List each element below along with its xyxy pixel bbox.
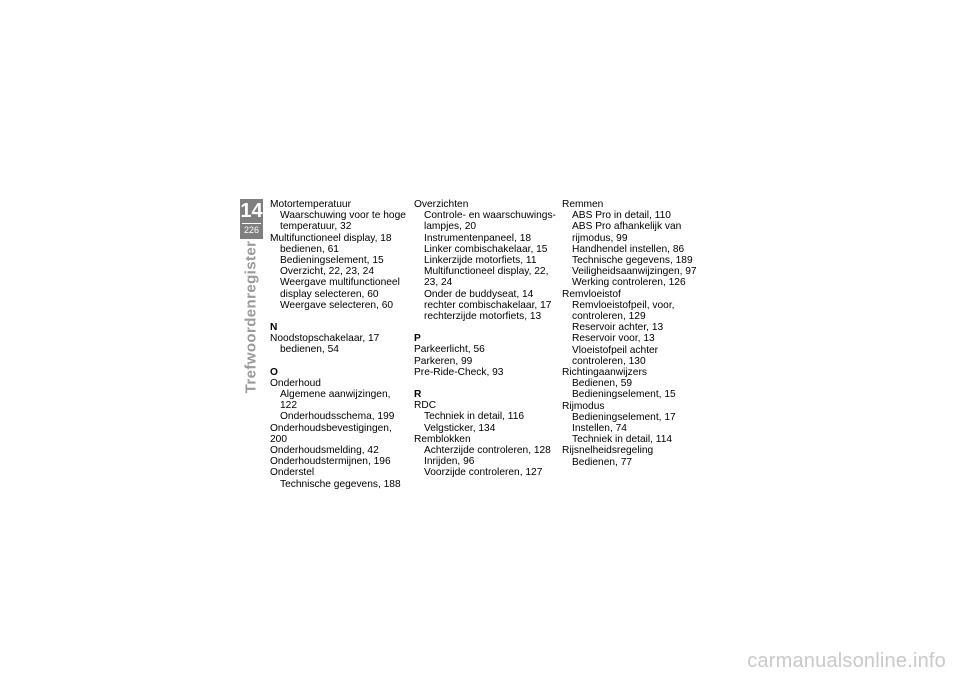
index-column-3 [562, 199, 702, 468]
index-subentry: Inrijden, 96 [424, 456, 475, 468]
index-subentry: Controle- en waarschuwings-lampjes, 20 [424, 210, 556, 233]
index-entry-term: Overzichten [414, 199, 469, 210]
index-subentry: rechterzijde motorfiets, 13 [424, 311, 542, 323]
index-subentry: Weergave multifunctioneel display selecteren, 60 [280, 277, 400, 300]
index-subentry: Voorzijde controleren, 127 [424, 467, 543, 479]
index-subentry: Vloeistofpeil achter controleren, 130 [572, 344, 659, 367]
index-subentry: Velgsticker, 134 [424, 422, 496, 434]
index-entry-term: Noodstopschakelaar, 17 [270, 333, 380, 345]
index-letter-heading: O [270, 366, 278, 378]
index-entry-term: Richtingaanwijzers [562, 367, 647, 379]
index-letter-heading: N [270, 322, 278, 334]
index-entry-term: Remvloeistof [562, 288, 621, 300]
index-entry [270, 199, 406, 233]
index-entry [270, 445, 406, 456]
index-subentry: Werking controleren, 126 [572, 277, 686, 289]
chapter-tab-divider [242, 223, 261, 224]
index-entry [270, 423, 406, 445]
index-entry [414, 367, 556, 378]
index-subentry: Onder de buddyseat, 14 [424, 288, 534, 300]
index-entry-term: Onderhoudstermijnen, 196 [270, 456, 391, 468]
watermark: carmanualsonline.info [747, 650, 946, 672]
index-entry [414, 434, 556, 479]
index-subentry: Instrumentenpaneel, 18 [424, 232, 532, 244]
index-entry-term: Pre-Ride-Check, 93 [414, 366, 504, 378]
index-subentry: Bedieningselement, 15 [280, 255, 384, 267]
index-subentry: Algemene aanwijzingen, 122 [280, 389, 391, 412]
index-entry [270, 233, 406, 311]
index-subentry: Onderhoudsschema, 199 [280, 411, 395, 423]
index-subentry: Instellen, 74 [572, 423, 627, 435]
chapter-tab [240, 199, 263, 239]
index-entry [270, 456, 406, 467]
index-entry-term: Onderstel [270, 467, 315, 479]
index-subentry: Achterzijde controleren, 128 [424, 445, 551, 457]
index-subentry: Handhendel instellen, 86 [572, 243, 685, 255]
index-entry [414, 356, 556, 367]
index-entry-term: Onderhoud [270, 377, 321, 389]
index-subentry: Reservoir achter, 13 [572, 322, 664, 334]
index-subentry: Linker combischakelaar, 15 [424, 243, 548, 255]
index-subentry: Veiligheidsaanwijzingen, 97 [572, 266, 697, 278]
index-subentry: rechter combischakelaar, 17 [424, 299, 552, 311]
index-subentry: Bedieningselement, 15 [572, 389, 676, 401]
chapter-number: 14 [240, 200, 263, 222]
index-entry [270, 378, 406, 423]
index-column-2 [414, 199, 556, 479]
index-subentry: Techniek in detail, 114 [572, 434, 673, 446]
index-subentry: Technische gegevens, 188 [280, 478, 401, 490]
index-entry [562, 367, 702, 401]
index-subentry: Weergave selecteren, 60 [280, 299, 394, 311]
index-entry [562, 401, 702, 446]
index-entry-term: Parkeerlicht, 56 [414, 344, 485, 356]
index-letter-heading: R [414, 389, 422, 401]
index-entry [270, 467, 406, 489]
index-subentry: Linkerzijde motorfiets, 11 [424, 255, 537, 267]
index-subentry: ABS Pro afhankelijk van rijmodus, 99 [572, 221, 682, 244]
index-subentry: Multifunctioneel display, 22, 23, 24 [424, 266, 549, 289]
index-entry-term: Motortemperatuur [270, 199, 351, 210]
index-entry-term: Rijsnelheidsregeling [562, 445, 654, 457]
index-entry-term: Rijmodus [562, 400, 605, 412]
index-subentry: Techniek in detail, 116 [424, 411, 525, 423]
index-entry-term: Onderhoudsbevestigingen, 200 [270, 422, 392, 445]
index-subentry: Technische gegevens, 189 [572, 255, 693, 267]
index-letter-heading: P [414, 333, 421, 345]
index-entry-term: Remblokken [414, 433, 471, 445]
index-entry [562, 445, 702, 467]
index-entry-term: Multifunctioneel display, 18 [270, 232, 392, 244]
index-subentry: Remvloeistofpeil, voor, controleren, 129 [572, 299, 675, 323]
index-subentry: bedienen, 54 [280, 344, 339, 356]
index-entry [270, 333, 406, 355]
index-subentry: ABS Pro in detail, 110 [572, 210, 671, 222]
index-subentry: Bedieningselement, 17 [572, 411, 676, 423]
index-subentry: Bedienen, 77 [572, 456, 633, 468]
index-column-1 [270, 199, 406, 490]
index-entry-term: Onderhoudsmelding, 42 [270, 445, 379, 457]
index-subentry: Waarschuwing voor te hoge temperatuur, 32 [280, 210, 406, 233]
index-entry [414, 199, 556, 322]
index-subentry: Overzicht, 22, 23, 24 [280, 266, 375, 278]
index-entry [562, 199, 702, 289]
index-entry [414, 344, 556, 355]
index-subentry: Bedienen, 59 [572, 378, 633, 390]
index-subentry: bedienen, 61 [280, 243, 339, 255]
index-entry-term: Remmen [562, 199, 604, 210]
index-subentry: Reservoir voor, 13 [572, 333, 655, 345]
index-entry-term: RDC [414, 400, 437, 412]
index-entry [414, 400, 556, 434]
section-title-text: Trefwoordenregister [242, 240, 260, 394]
page-number: 226 [243, 225, 260, 235]
index-entry-term: Parkeren, 99 [414, 355, 473, 367]
index-entry [562, 289, 702, 367]
